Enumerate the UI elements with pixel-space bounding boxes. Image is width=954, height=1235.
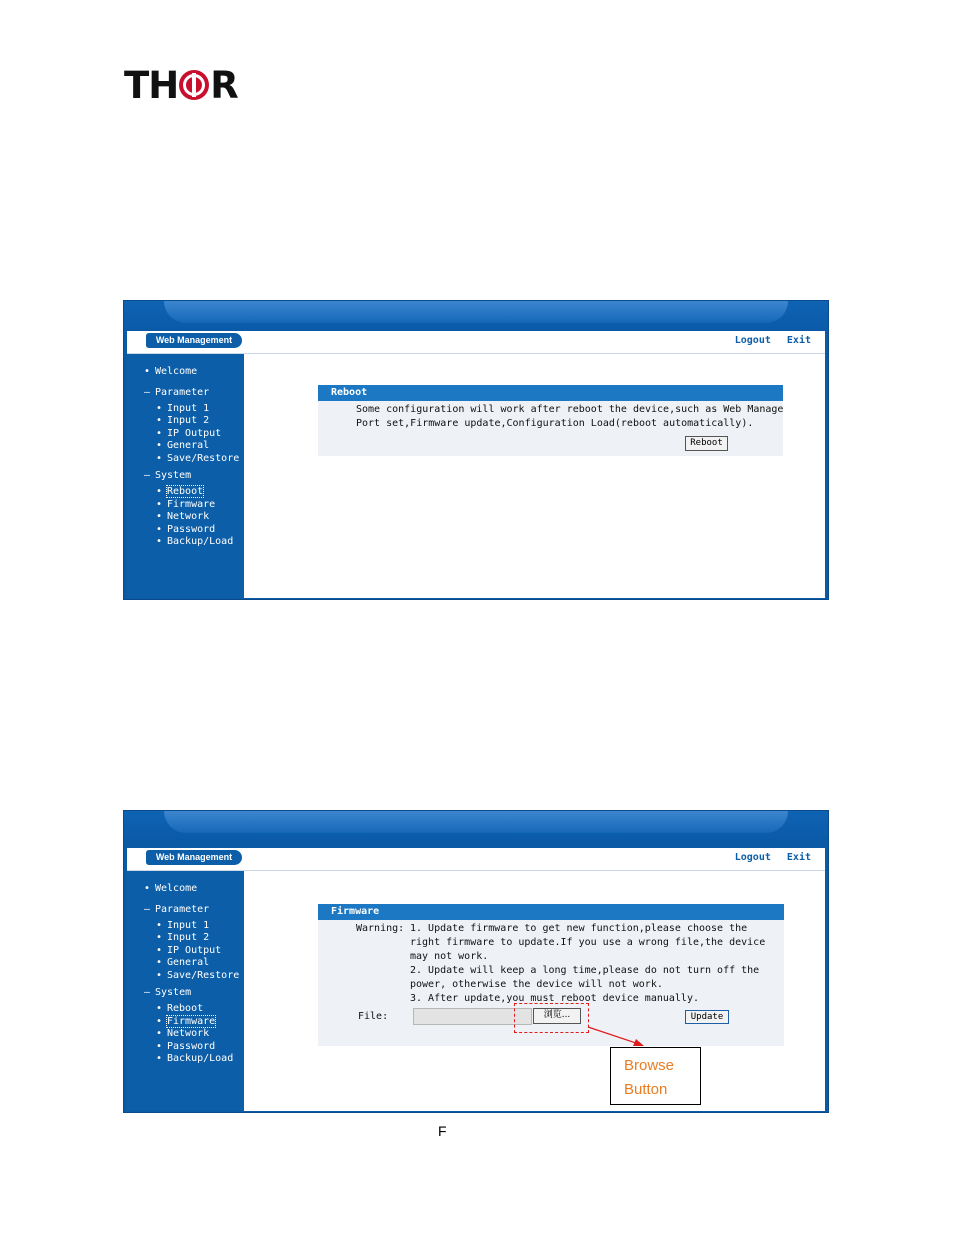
exit-link[interactable]: Exit xyxy=(786,852,811,863)
warning-line: 1. Update firmware to get new function,please choose the xyxy=(410,923,748,934)
sidebar-item-label: Input 2 xyxy=(167,415,210,426)
panel-title: Firmware xyxy=(318,904,784,920)
sidebar-item-save-restore[interactable] xyxy=(156,453,239,465)
bullet-icon: • xyxy=(156,1016,163,1027)
web-management-tab: Web Management xyxy=(146,850,242,865)
sidebar-item-label: Reboot xyxy=(167,486,204,497)
sidebar-item-label: Password xyxy=(167,1041,216,1052)
top-links xyxy=(725,335,811,346)
callout-line1: Browse xyxy=(624,1057,675,1074)
sidebar-item-label: Input 2 xyxy=(167,932,210,943)
sidebar-item-label: System xyxy=(155,470,192,481)
reboot-screenshot xyxy=(123,300,829,600)
bullet-icon: • xyxy=(156,415,163,426)
bullet-icon: • xyxy=(156,932,163,943)
sidebar-item-parameter[interactable] xyxy=(144,904,209,916)
sidebar-item-label: General xyxy=(167,957,210,968)
top-bar xyxy=(127,848,825,871)
sidebar-item-label: Parameter xyxy=(155,387,210,398)
web-management-tab: Web Management xyxy=(146,333,242,348)
sidebar-item-reboot[interactable] xyxy=(156,486,203,498)
top-bar xyxy=(127,331,825,354)
reboot-message-line1: Some configuration will work after reboot the device,such as Web Manage xyxy=(356,404,784,415)
header-banner xyxy=(124,811,828,841)
sidebar-item-backup-load[interactable] xyxy=(156,1053,233,1065)
warning-line: 2. Update will keep a long time,please do not turn off the xyxy=(410,965,760,976)
bullet-icon: – xyxy=(144,387,151,398)
sidebar-item-label: IP Output xyxy=(167,945,222,956)
sidebar-item-label: Welcome xyxy=(155,366,198,377)
browse-button-callout xyxy=(610,1047,701,1105)
thor-logo xyxy=(124,63,238,107)
bullet-icon: • xyxy=(156,524,163,535)
sidebar-item-system[interactable] xyxy=(144,470,191,482)
warning-line: power, otherwise the device will not work. xyxy=(410,979,663,990)
bullet-icon: • xyxy=(156,453,163,464)
warning-line: 3. After update,you must reboot device manually. xyxy=(410,993,699,1004)
sidebar-item-welcome[interactable] xyxy=(144,366,197,378)
logo-text-left: TH xyxy=(124,63,179,107)
logout-link[interactable]: Logout xyxy=(734,335,771,346)
sidebar-item-label: Parameter xyxy=(155,904,210,915)
sidebar-item-password[interactable] xyxy=(156,524,215,536)
sidebar-item-parameter[interactable] xyxy=(144,387,209,399)
sidebar-item-ip-output[interactable] xyxy=(156,945,221,957)
bullet-icon: • xyxy=(156,1003,163,1014)
bullet-icon: • xyxy=(156,920,163,931)
warning-line: may not work. xyxy=(410,951,489,962)
sidebar-item-ip-output[interactable] xyxy=(156,428,221,440)
firmware-screenshot xyxy=(123,810,829,1113)
sidebar-item-input-2[interactable] xyxy=(156,415,209,427)
bullet-icon: – xyxy=(144,470,151,481)
sidebar-item-reboot[interactable] xyxy=(156,1003,203,1015)
sidebar-nav xyxy=(127,871,244,1111)
sidebar-item-label: Firmware xyxy=(167,499,216,510)
content-area xyxy=(244,871,825,1111)
sidebar-item-input-2[interactable] xyxy=(156,932,209,944)
sidebar-item-save-restore[interactable] xyxy=(156,970,239,982)
bullet-icon: • xyxy=(156,1041,163,1052)
sidebar-item-label: Reboot xyxy=(167,1003,204,1014)
sidebar-item-label: Save/Restore xyxy=(167,453,240,464)
sidebar-item-label: Password xyxy=(167,524,216,535)
sidebar-item-general[interactable] xyxy=(156,957,209,969)
sidebar-item-firmware[interactable] xyxy=(156,499,215,511)
sidebar-item-label: Input 1 xyxy=(167,920,210,931)
bullet-icon: • xyxy=(156,536,163,547)
sidebar-item-system[interactable] xyxy=(144,987,191,999)
sidebar-item-label: General xyxy=(167,440,210,451)
sidebar-item-label: Backup/Load xyxy=(167,1053,234,1064)
browse-highlight-box xyxy=(514,1003,589,1033)
sidebar-item-welcome[interactable] xyxy=(144,883,197,895)
reboot-button[interactable]: Reboot xyxy=(685,436,728,451)
figure-caption: F xyxy=(438,1123,447,1139)
sidebar-item-label: Network xyxy=(167,1028,210,1039)
sidebar-item-backup-load[interactable] xyxy=(156,536,233,548)
logout-link[interactable]: Logout xyxy=(734,852,771,863)
sidebar-item-label: IP Output xyxy=(167,428,222,439)
sidebar-item-label: Network xyxy=(167,511,210,522)
sidebar-item-input-1[interactable] xyxy=(156,403,209,415)
sidebar-item-label: Welcome xyxy=(155,883,198,894)
update-button[interactable]: Update xyxy=(685,1010,729,1024)
bullet-icon: • xyxy=(144,883,151,894)
bullet-icon: • xyxy=(156,499,163,510)
warning-line: right firmware to update.If you use a wrong file,the device xyxy=(410,937,766,948)
sidebar-nav xyxy=(127,354,244,598)
callout-line2: Button xyxy=(624,1081,668,1098)
reboot-message-line2: Port set,Firmware update,Configuration Load(reboot automatically). xyxy=(356,418,754,429)
top-links xyxy=(725,852,811,863)
warning-label: Warning: xyxy=(356,923,405,934)
sidebar-item-label: Input 1 xyxy=(167,403,210,414)
content-area xyxy=(244,354,825,598)
sidebar-item-label: Firmware xyxy=(167,1016,216,1027)
sidebar-item-network[interactable] xyxy=(156,1028,209,1040)
bullet-icon: • xyxy=(156,957,163,968)
sidebar-item-input-1[interactable] xyxy=(156,920,209,932)
sidebar-item-label: System xyxy=(155,987,192,998)
bullet-icon: • xyxy=(144,366,151,377)
bullet-icon: • xyxy=(156,511,163,522)
browse-button[interactable]: 浏览... xyxy=(533,1008,581,1024)
bullet-icon: – xyxy=(144,904,151,915)
gear-icon xyxy=(179,70,209,100)
exit-link[interactable]: Exit xyxy=(786,335,811,346)
sidebar-item-firmware[interactable] xyxy=(156,1016,215,1028)
bullet-icon: • xyxy=(156,1053,163,1064)
bullet-icon: • xyxy=(156,440,163,451)
sidebar-item-password[interactable] xyxy=(156,1041,215,1053)
sidebar-item-label: Backup/Load xyxy=(167,536,234,547)
sidebar-item-general[interactable] xyxy=(156,440,209,452)
panel-title: Reboot xyxy=(318,385,783,401)
bullet-icon: – xyxy=(144,987,151,998)
reboot-panel xyxy=(318,385,783,456)
bullet-icon: • xyxy=(156,970,163,981)
sidebar-item-label: Save/Restore xyxy=(167,970,240,981)
bullet-icon: • xyxy=(156,486,163,497)
bullet-icon: • xyxy=(156,428,163,439)
bullet-icon: • xyxy=(156,403,163,414)
bullet-icon: • xyxy=(156,945,163,956)
logo-text-right: R xyxy=(210,63,238,107)
file-label: File: xyxy=(358,1011,389,1022)
bullet-icon: • xyxy=(156,1028,163,1039)
header-banner xyxy=(124,301,828,331)
sidebar-item-network[interactable] xyxy=(156,511,209,523)
